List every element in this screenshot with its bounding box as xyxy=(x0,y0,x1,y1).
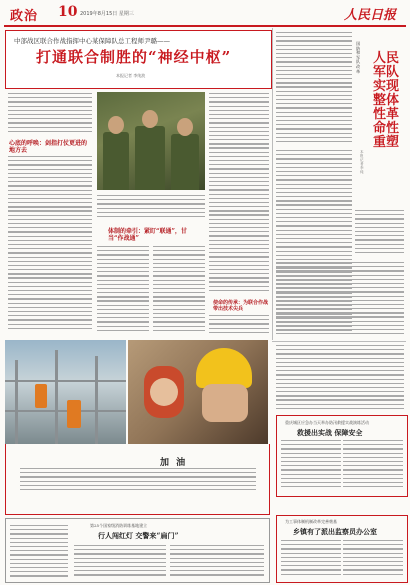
right-body-col1-top xyxy=(276,32,352,147)
column-divider xyxy=(272,28,273,340)
lead-subhead-3: 使命的传承：为联合作战带出技术尖兵 xyxy=(213,300,269,312)
issue-date: 2019年8月15日 星期三 xyxy=(80,11,134,17)
lead-body-col1 xyxy=(8,156,92,336)
lead-title: 打通联合制胜的“神经中枢” xyxy=(36,48,232,66)
traffic-body-col2 xyxy=(170,545,264,579)
masthead-logo: 人民日报 xyxy=(343,8,396,23)
lead-subhead-2: 体制的牵引：紧盯“联通”，甘当“作战通” xyxy=(108,228,187,242)
lead-body-col4 xyxy=(209,93,269,298)
page-number: 10 xyxy=(58,4,78,20)
supervisor-office-body-col1 xyxy=(281,540,341,580)
rescue-drill-box xyxy=(276,415,408,497)
supervisor-office-kicker: 为工事体制机制改革完善奠基 xyxy=(285,519,337,524)
lead-body-col1-top xyxy=(8,93,92,137)
rescue-drill-body-col1 xyxy=(281,440,341,492)
soldiers-photo xyxy=(97,92,205,190)
lead-kicker: 中部战区联合作战指挥中心某保障队总工程师尹璐—— xyxy=(14,37,170,45)
traffic-kicker: 第25个国家级消防训练基地建立 xyxy=(90,523,148,528)
rescue-drill-title: 救援出实战 保障安全 xyxy=(297,428,363,437)
supervisor-office-box xyxy=(276,515,408,583)
right-title: 人民军队实现整体性革命性重塑 xyxy=(372,51,399,150)
firefighters-scaffold-photo xyxy=(5,340,126,444)
rescue-drill-kicker: 重庆城区应急办当天举办防汛救援实战演练活动 xyxy=(285,420,369,425)
lead-body-col4-bottom xyxy=(209,315,269,337)
lead-body-col3 xyxy=(153,246,205,336)
right-body-wide xyxy=(276,262,404,340)
traffic-body-col1 xyxy=(74,545,166,579)
photo-caption-text xyxy=(20,468,256,496)
right-body-col2 xyxy=(355,210,404,260)
right-byline: 本报记者 李 纯 xyxy=(360,150,364,174)
lead-byline: 本报记者 李纯波 xyxy=(116,73,146,78)
rescue-drill-body-col2 xyxy=(343,440,403,492)
lead-subhead-1: 心底的呼唤：剑指打仗更进的地方去 xyxy=(9,140,88,154)
section-name: 政治 xyxy=(10,9,39,24)
traffic-story-box xyxy=(5,518,270,583)
traffic-title: 行人闯红灯 交警来“扁门” xyxy=(98,531,179,540)
firefighter-child-photo xyxy=(128,340,268,444)
right-lower-body xyxy=(276,345,404,413)
right-kicker: 国防和军队改革 xyxy=(356,41,361,74)
section-divider xyxy=(272,341,406,342)
supervisor-office-title: 乡镇有了派出监察员办公室 xyxy=(293,527,377,536)
traffic-side-col xyxy=(10,525,68,579)
lead-headline-box xyxy=(5,30,272,89)
supervisor-office-body-col2 xyxy=(343,540,403,580)
lead-body-col2-top xyxy=(97,195,205,223)
lead-body-col2 xyxy=(97,246,149,336)
photo-feature-title: 加 油 xyxy=(160,458,188,468)
page-header xyxy=(4,3,406,27)
